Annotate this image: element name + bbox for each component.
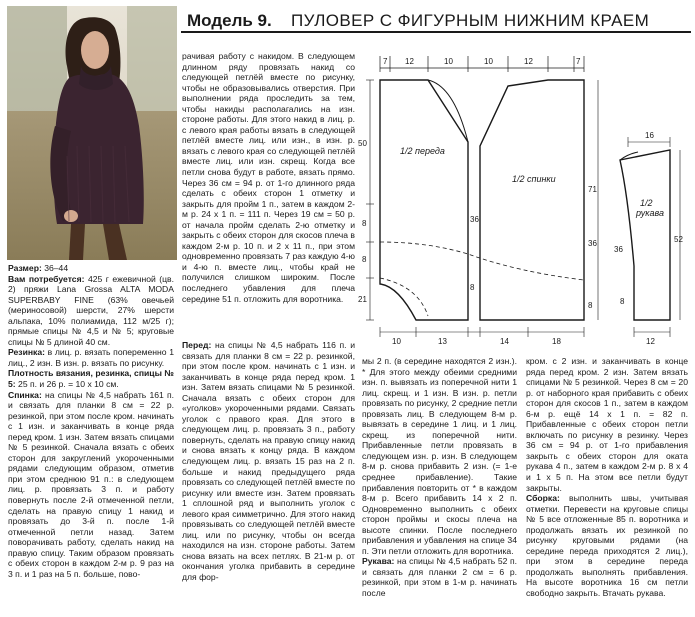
dim-bottom-back-2: 18 xyxy=(552,337,561,346)
dim-left-2: 36 xyxy=(470,215,479,224)
dim-sleeve-2: 52 xyxy=(674,235,683,244)
sleeve-label-line-1: 1/2 xyxy=(640,198,653,208)
back-label: Спинка: xyxy=(8,389,42,400)
pattern-scheme-drawing xyxy=(358,46,690,348)
dim-top-5: 12 xyxy=(524,57,533,66)
dim-top-6: 7 xyxy=(576,57,581,66)
front-label: Перед: xyxy=(182,340,212,350)
pattern-scheme xyxy=(358,46,690,348)
rib-label: Резинка: xyxy=(8,347,45,358)
front-text: на спицы № 4,5 набрать 116 п. и связать для планки 8 см = 22 р. резинкой, при этом после кром. начинать с 1 изн. и заканчивать в конце ряда перед кром. 1 изн. Затем вязать спицами № 5 резинкой. Сначала вязать с обеих сторон для «уголков» укороченными рядами. Связать уголок с правого края. Для этого в следующем лиц. р. провязать 3 п., работу повернуть, сделать на правую спицу накид и снова вязать к концу ряда. В каждом следующем лиц. р. вязать 15 раз на 2 п. больше и накид предыдущего ряда провязать со следующей петлёй вместе по рисунку или вместе изн. Затем провязать 1 сплошной ряд и выполнить уголок с левого края симметрично. Для этого накид провязывать со следующей петлёй вместе лиц. или по рисунку, чтобы он всегда находился на изн. стороне работы. Затем снова вязать на всех петлях. В 21-м р. от окончания уголка прибавить в середине для фор- xyxy=(182,340,355,583)
dim-back-3: 8 xyxy=(588,301,593,310)
assembly-text: выполнить швы, учитывая отметки. Перевести на круговые спицы № 5 все отложенные 85 п. воротника и продолжать вязать их резинкой по рисунку круговыми рядами (на середине переда приходятся 2 лиц.), при этом в середине переда продолжать выполнять прибавления. На высоте воротника 16 см петли свободно закрыть. Втачать рукава. xyxy=(526,493,688,599)
dim-left-6: 8 xyxy=(470,283,475,292)
dim-left-4: 8 xyxy=(362,255,367,264)
woman-in-sweater-photo xyxy=(7,6,177,260)
front-piece-label: 1/2 переда xyxy=(400,146,445,156)
dim-bottom-front-1: 10 xyxy=(392,337,401,346)
text-column-1 xyxy=(8,263,174,579)
text-column-4 xyxy=(362,356,517,599)
dim-top-3: 10 xyxy=(444,57,453,66)
model-photo xyxy=(7,6,177,260)
density-label: Плотность вязания, резинка, спицы № 5: xyxy=(8,368,174,390)
sleeve-label-line-2: рукава xyxy=(636,208,664,218)
header-rule xyxy=(181,31,691,33)
size-text: 36–44 xyxy=(44,263,69,273)
assembly-label: Сборка: xyxy=(526,493,560,504)
dim-left-5: 21 xyxy=(358,295,367,304)
sleeve-text-continued: кром. с 2 изн. и заканчивать в конце ряда перед кром. 2 изн. Затем вязать спицами № 5 резинкой. Через 8 см = 20 р. от наборного края прибавить с обеих сторон для скосов 1 п., затем в каждом 6-м р. ещё 14 х 1 п. = 82 п. Прибавленные с обеих сторон петли включать по рисунку в резинку. Через 36 см = 94 р. от 1-го прибавления закрыть с обеих сторон для оката рукава 4 п., затем в каждом 2-м р. 8 х 4 и 1 х 5 п. На этом все петли будут закрыты. xyxy=(526,356,688,493)
materials-label: Вам потребуется: xyxy=(8,273,85,284)
back-piece-label: 1/2 спинки xyxy=(512,174,556,184)
page-title: ПУЛОВЕР С ФИГУРНЫМ НИЖНИМ КРАЕМ xyxy=(291,11,650,30)
materials-text: 425 г ежевичной (цв. 2) пряжи Lana Grossa ALTA MODA SUPERBABY FINE (63% овечьей (мериносовой) шерсти, 27% шерсти альпака, 10% полиамида, 112 м/25 г); прямые спицы № 4,5 и № 5; круговые спицы № 5 длиной 40 см. xyxy=(8,273,175,347)
model-number: Модель 9. xyxy=(187,11,272,30)
dim-sleeve-top: 16 xyxy=(645,131,654,140)
dim-sleeve-1: 36 xyxy=(614,245,623,254)
dim-top-4: 10 xyxy=(484,57,493,66)
back-text-continued: рачивая работу с накидом. В следующем длинном ряду провязать накид со следующей петлёй вместе по рисунку, чтобы не образовывались отверстия. При выполнении ряда проследить за тем, чтобы накиды располагались на изн. стороне работы. Для этого накид в лиц. р. с левого края работы вязать в следующей петлёй вместе лиц. или изн., в изн. р. вязать с левого края со следующей петлёй вместе лиц. или изн. скрещ. Когда все петли снова будут в работе, вязать прямо. Через 36 см = 94 р. от 1-го длинного ряда сделать с обеих сторон 1 отметку и закрыть для пройм 1 п., затем в каждом 2-м р. 24 х 1 п. = 111 п. Через 19 см = 50 р. от начала пройм сделать 2-ю отметку и закрыть с обеих сторон для скосов плеча в каждом 2-м р. 10 п. и 2 х 11 п., при этом одновременно провязать 7 раз каждую 4-ю и 4-ю п. вместе лиц., чтобы край не получился слишком широким. После последнего убавления для плеча середине 51 п. отложить для воротника. xyxy=(182,51,355,304)
text-column-3 xyxy=(182,340,355,583)
dim-back-1: 71 xyxy=(588,185,597,194)
dim-left-1: 50 xyxy=(358,139,367,148)
dim-bottom-front-2: 13 xyxy=(438,337,447,346)
rib-text: в лиц. р. вязать попеременно 1 лиц., 2 изн. В изн. р. вязать по рисунку. xyxy=(8,347,174,368)
text-column-5 xyxy=(526,356,688,599)
dim-sleeve-bottom: 12 xyxy=(646,337,655,346)
density-text: 25 п. и 26 р. = 10 х 10 см. xyxy=(18,379,119,390)
text-column-2 xyxy=(182,51,355,304)
size-label: Размер: xyxy=(8,263,42,273)
dim-top-1: 7 xyxy=(383,57,388,66)
back-text: на спицы № 4,5 набрать 161 п. и связать для планки 8 см = 22 р. резинкой, при этом после кром. начинать с 1 изн. и заканчивать в конце ряда перед кром. 1 изн. Затем вязать спицами № 5 резинкой. Сначала вязать с обеих сторон для закруглений укороченными рядами следующим образом, отметив при этом среднюю 91 п.: в следующем лиц. р. провязать 3 п. и работу повернуть после 2-й отмеченной петли, сделать на правую спицу 1 накид и провязать до 3-й п. после 1-й отмеченной петли назад. Затем поворачивать работу, сделать накид на правую спицу. Таким образом провязать с обеих сторон в каждом 2-м р. 9 раз на 3 п. и 1 раз на 5 п. больше, пово- xyxy=(8,389,175,579)
front-text-continued: мы 2 п. (в середине находятся 2 изн.). * Для этого между обеими средними изн. п. вывязать из поперечной нити 1 лиц. скрещ. и 1 изн. В изн. р. петли провязать по рисунку, 2 средние петли провязать лиц. В следующем 8-м р. вывязать в середине 1 лиц. и 1 лиц. скрещ. из поперечной нити. Прибавленные петли провязать в следующем изн. р. изн. В следующем 8-м р. снова прибавить 2 изн. (= 1-е среднее прибавление). Такие прибавления повторить от * в каждом 8-м р. Всего прибавить 14 х 2 п. Одновременно выполнить с обеих сторон проймы и скосы плеча на высоте спинки. После последнего прибавления и убавления на спице 34 п. Эти петли отложить для воротника. xyxy=(362,356,517,556)
dim-sleeve-3: 8 xyxy=(620,297,625,306)
dim-left-3: 8 xyxy=(362,219,367,228)
page-header xyxy=(181,9,691,33)
dim-bottom-back-1: 14 xyxy=(500,337,509,346)
dim-back-2: 36 xyxy=(588,239,597,248)
dim-top-2: 12 xyxy=(405,57,414,66)
sleeve-text: на спицы № 4,5 набрать 52 п. и связать для планки 2 см = 6 р. резинкой, при этом в 1-м р. начинать после xyxy=(362,556,517,599)
sleeve-label: Рукава: xyxy=(362,556,395,567)
